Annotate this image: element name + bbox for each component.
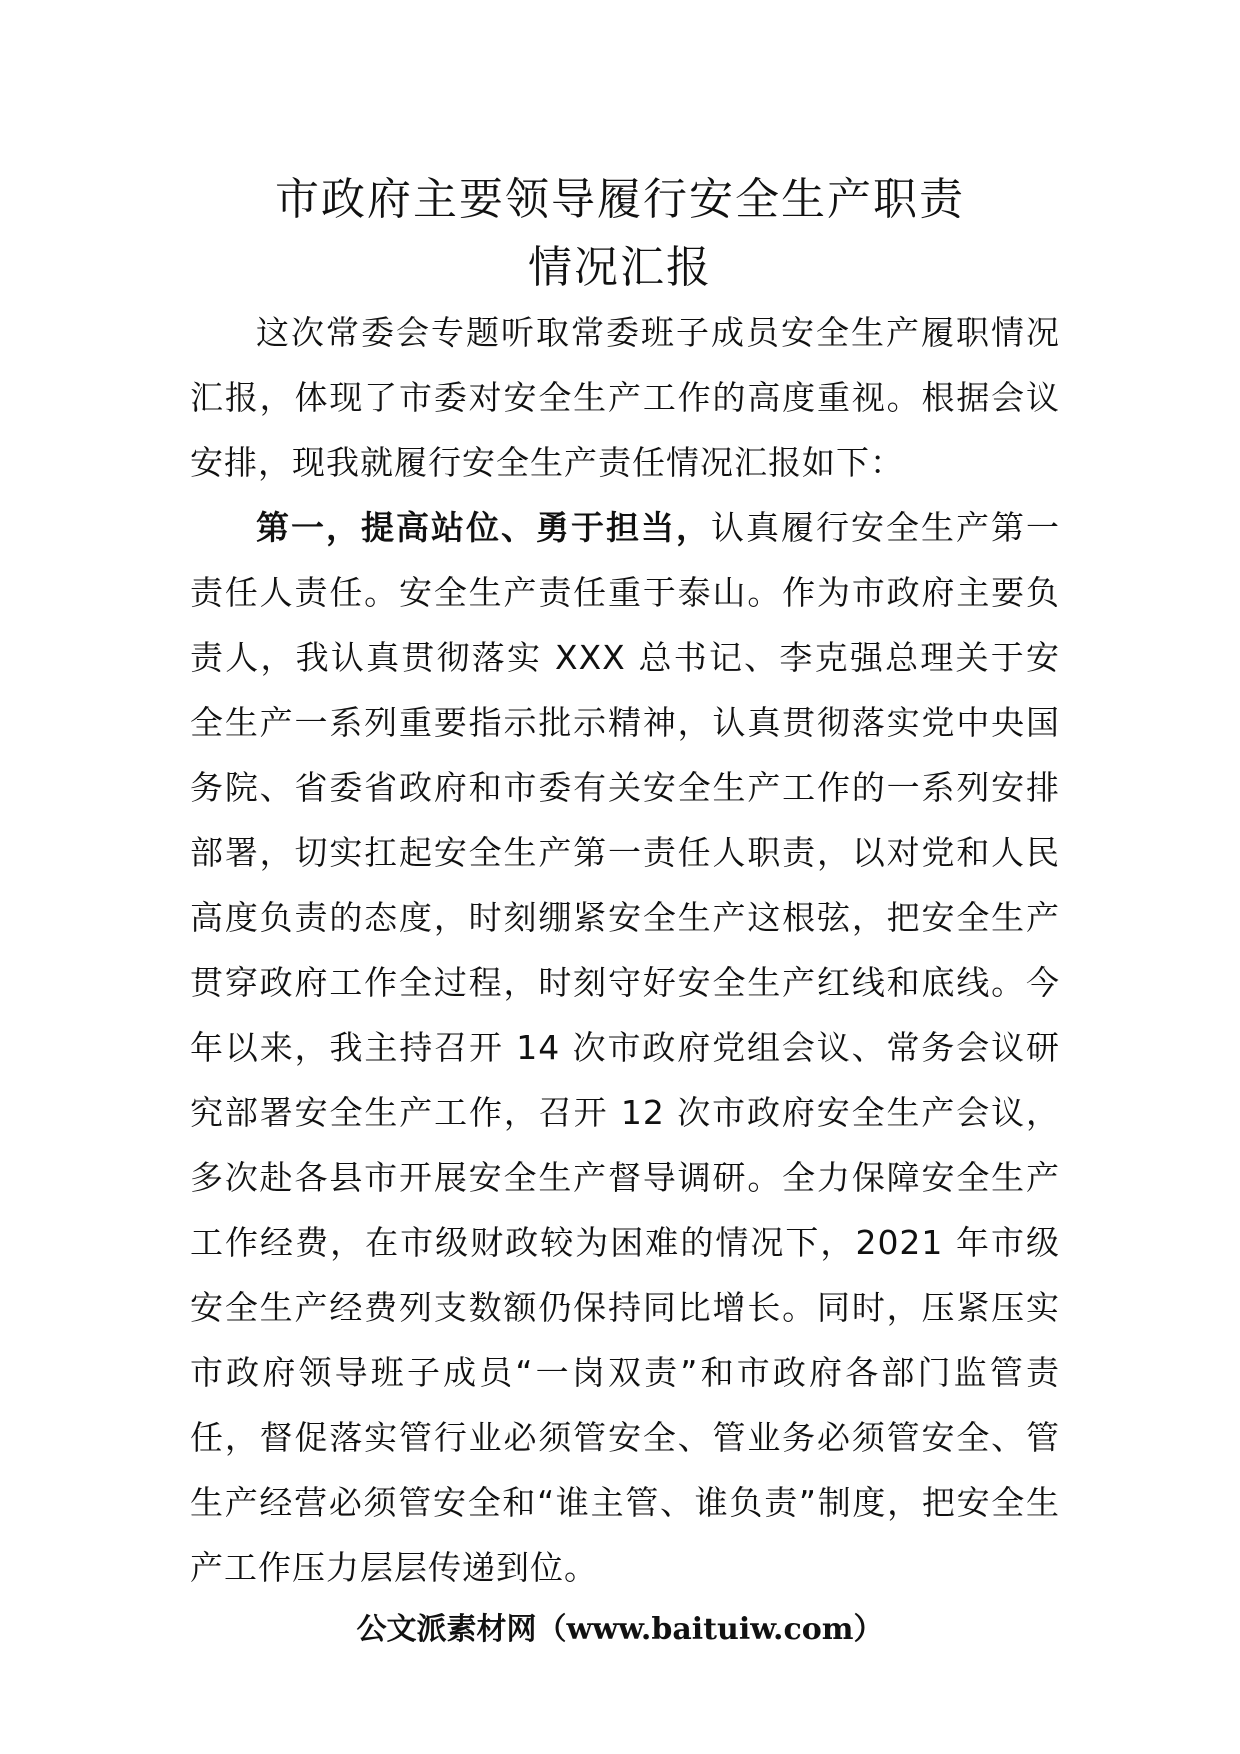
document-body [190, 300, 1060, 1600]
section-one-paragraph [190, 495, 1060, 1600]
intro-paragraph-text: 这次常委会专题听取常委班子成员安全生产履职情况汇报，体现了市委对安全生产工作的高度重视。根据会议安排，现我就履行安全生产责任情况汇报如下： [190, 313, 1060, 482]
section-one-text: 认真履行安全生产第一责任人责任。安全生产责任重于泰山。作为市政府主要负责人，我认真贯彻落实 XXX 总书记、李克强总理关于安全生产一系列重要指示批示精神，认真贯彻落实党中央国务院、省委省政府和市委有关安全生产工作的一系列安排部署，切实扛起安全生产第一责任人职责，以对党和人民高度负责的态度，时刻绷紧安全生产这根弦，把安全生产贯穿政府工作全过程，时刻守好安全生产红线和底线。今年以来，我主持召开 14 次市政府党组会议、常务会议研究部署安全生产工作，召开 12 次市政府安全生产会议，多次赴各县市开展安全生产督导调研。全力保障安全生产工作经费，在市级财政较为困难的情况下，2021 年市级安全生产经费列支数额仍保持同比增长。同时，压紧压实市政府领导班子成员“一岗双责”和市政府各部门监管责任，督促落实管行业必须管安全、管业务必须管安全、管生产经营必须管安全和“谁主管、谁负责”制度，把安全生产工作压力层层传递到位。 [190, 508, 1060, 1587]
intro-paragraph [190, 300, 1060, 495]
document-title-line2: 情况汇报 [528, 242, 712, 293]
footer-watermark: 公文派素材网（www.baituiw.com） [356, 1612, 884, 1647]
document-title-line1: 市政府主要领导履行安全生产职责 [275, 174, 965, 225]
section-one-lead: 第一，提高站位、勇于担当， [256, 508, 711, 547]
